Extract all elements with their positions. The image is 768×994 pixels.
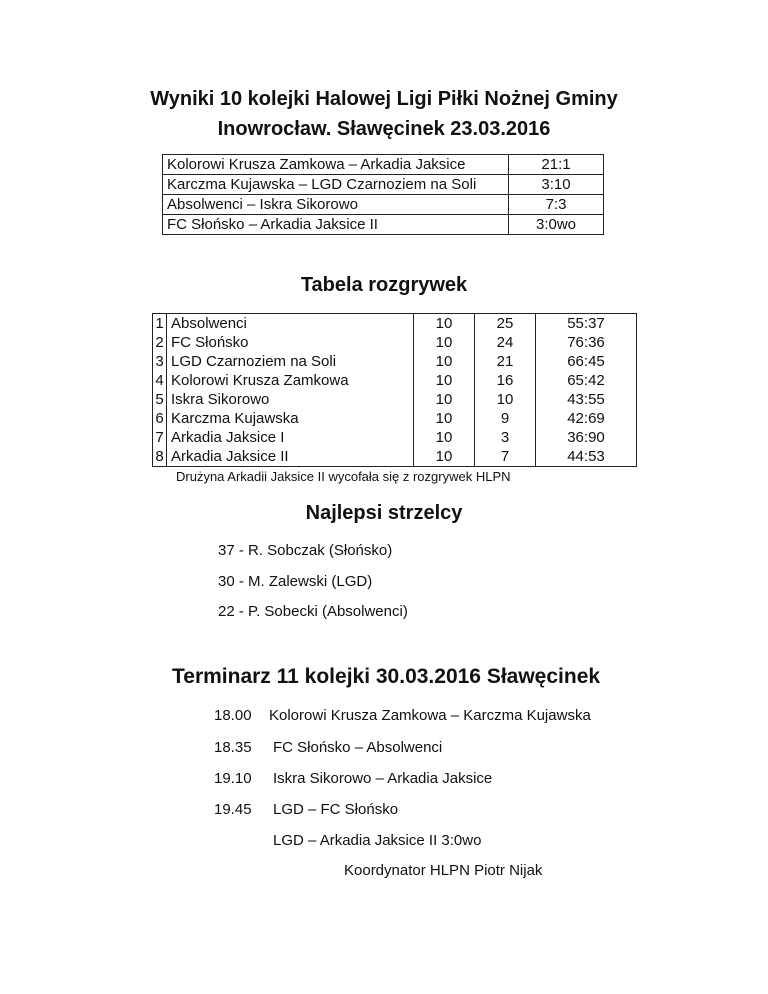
position-cell: 7	[153, 428, 167, 447]
games-cell: 10	[414, 447, 475, 467]
schedule-time: 19.10	[214, 770, 252, 787]
score-cell: 3:0wo	[509, 215, 604, 235]
table-row	[153, 314, 637, 334]
team-cell: Arkadia Jaksice II	[167, 447, 414, 467]
team-cell: FC Słońsko	[167, 333, 414, 352]
scorer-item: 30 - M. Zalewski (LGD)	[218, 573, 373, 590]
schedule-match: Iskra Sikorowo – Arkadia Jaksice	[273, 770, 493, 787]
schedule-match: LGD – FC Słońsko	[273, 801, 399, 818]
match-cell: Karczma Kujawska – LGD Czarnoziem na Soli	[163, 175, 509, 195]
schedule-match: FC Słońsko – Absolwenci	[273, 739, 443, 756]
score-cell: 3:10	[509, 175, 604, 195]
points-cell: 25	[475, 314, 536, 334]
goals-cell: 42:69	[536, 409, 637, 428]
schedule-time: 18.00	[214, 707, 252, 724]
table-row	[163, 155, 604, 175]
results-table	[162, 154, 604, 235]
scorers-title: Najlepsi strzelcy	[305, 502, 463, 524]
table-row	[153, 371, 637, 390]
goals-cell: 43:55	[536, 390, 637, 409]
table-row	[163, 195, 604, 215]
scorer-item: 37 - R. Sobczak (Słońsko)	[218, 542, 393, 559]
schedule-time: 18.35	[214, 739, 252, 756]
games-cell: 10	[414, 409, 475, 428]
table-row	[153, 390, 637, 409]
table-row	[153, 447, 637, 467]
table-row	[163, 175, 604, 195]
standings-table	[152, 313, 637, 467]
team-cell: LGD Czarnoziem na Soli	[167, 352, 414, 371]
schedule-title: Terminarz 11 kolejki 30.03.2016 Sławęcinek	[172, 665, 601, 688]
games-cell: 10	[414, 314, 475, 334]
points-cell: 10	[475, 390, 536, 409]
points-cell: 24	[475, 333, 536, 352]
position-cell: 8	[153, 447, 167, 467]
page-title-line2: Inowrocław. Sławęcinek 23.03.2016	[217, 118, 551, 140]
points-cell: 21	[475, 352, 536, 371]
goals-cell: 76:36	[536, 333, 637, 352]
match-cell: Absolwenci – Iskra Sikorowo	[163, 195, 509, 215]
goals-cell: 65:42	[536, 371, 637, 390]
coordinator: Koordynator HLPN Piotr Nijak	[344, 862, 543, 879]
table-row	[153, 428, 637, 447]
games-cell: 10	[414, 352, 475, 371]
standings-title: Tabela rozgrywek	[300, 274, 468, 296]
schedule-match: Kolorowi Krusza Zamkowa – Karczma Kujawska	[269, 707, 591, 724]
match-cell: Kolorowi Krusza Zamkowa – Arkadia Jaksice	[163, 155, 509, 175]
score-cell: 21:1	[509, 155, 604, 175]
team-cell: Absolwenci	[167, 314, 414, 334]
goals-cell: 66:45	[536, 352, 637, 371]
team-cell: Karczma Kujawska	[167, 409, 414, 428]
position-cell: 6	[153, 409, 167, 428]
goals-cell: 36:90	[536, 428, 637, 447]
standings-note: Drużyna Arkadii Jaksice II wycofała się z rozgrywek HLPN	[176, 469, 511, 484]
position-cell: 4	[153, 371, 167, 390]
games-cell: 10	[414, 428, 475, 447]
page-title-line1: Wyniki 10 kolejki Halowej Ligi Piłki Nożnej Gminy	[150, 88, 618, 110]
scorer-item: 22 - P. Sobecki (Absolwenci)	[218, 603, 408, 620]
position-cell: 2	[153, 333, 167, 352]
match-cell: FC Słońsko – Arkadia Jaksice II	[163, 215, 509, 235]
games-cell: 10	[414, 371, 475, 390]
position-cell: 5	[153, 390, 167, 409]
games-cell: 10	[414, 333, 475, 352]
table-row	[163, 215, 604, 235]
position-cell: 3	[153, 352, 167, 371]
team-cell: Arkadia Jaksice I	[167, 428, 414, 447]
team-cell: Kolorowi Krusza Zamkowa	[167, 371, 414, 390]
points-cell: 9	[475, 409, 536, 428]
team-cell: Iskra Sikorowo	[167, 390, 414, 409]
points-cell: 16	[475, 371, 536, 390]
score-cell: 7:3	[509, 195, 604, 215]
games-cell: 10	[414, 390, 475, 409]
table-row	[153, 352, 637, 371]
schedule-time: 19.45	[214, 801, 252, 818]
goals-cell: 44:53	[536, 447, 637, 467]
points-cell: 7	[475, 447, 536, 467]
table-row	[153, 409, 637, 428]
schedule-extra: LGD – Arkadia Jaksice II 3:0wo	[273, 832, 482, 849]
position-cell: 1	[153, 314, 167, 334]
goals-cell: 55:37	[536, 314, 637, 334]
table-row	[153, 333, 637, 352]
points-cell: 3	[475, 428, 536, 447]
